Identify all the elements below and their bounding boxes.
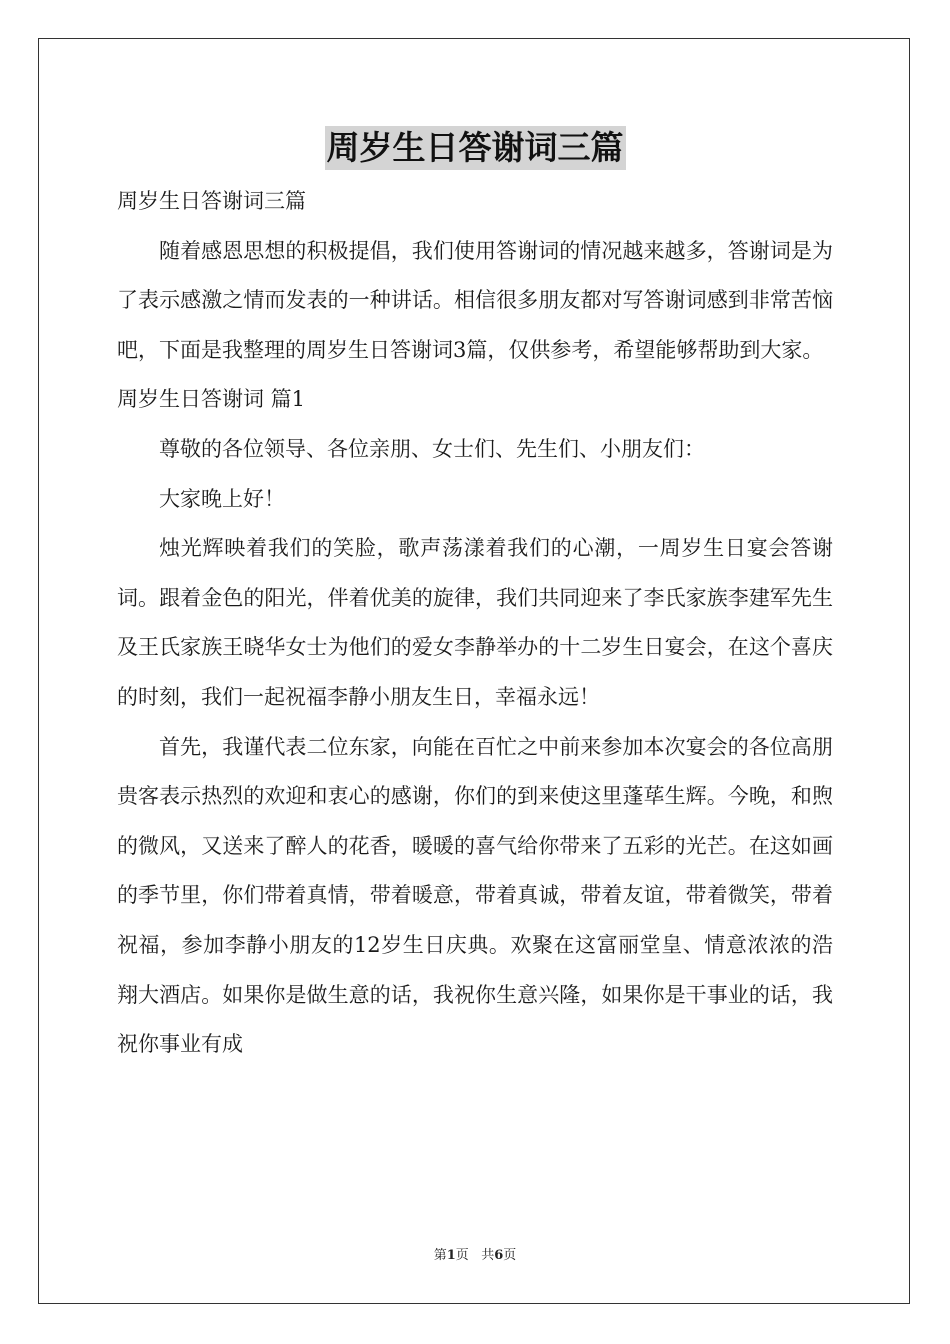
document-title: 周岁生日答谢词三篇 bbox=[325, 126, 626, 170]
page-number: 1 bbox=[446, 1248, 456, 1263]
total-label-prefix: 共 bbox=[481, 1248, 495, 1263]
page-footer bbox=[0, 1247, 950, 1265]
title-container bbox=[0, 126, 950, 170]
page-label-prefix: 第 bbox=[433, 1248, 447, 1263]
body-paragraph: 烛光辉映着我们的笑脸，歌声荡漾着我们的心潮，一周岁生日宴会答谢词。跟着金色的阳光，伴着优美的旋律，我们共同迎来了李氏家族李建军先生及王氏家族王晓华女士为他们的爱女李静举办的十二岁生日宴会，在这个喜庆的时刻，我们一起祝福李静小朋友生日，幸福永远！ bbox=[117, 536, 833, 709]
section-heading: 周岁生日答谢词 篇1 bbox=[117, 387, 306, 412]
subtitle-line: 周岁生日答谢词三篇 bbox=[117, 189, 306, 213]
salutation-paragraph: 尊敬的各位领导、各位亲朋、女士们、先生们、小朋友们： bbox=[159, 436, 705, 461]
page-label-suffix: 页 bbox=[455, 1248, 469, 1263]
body-paragraph: 首先，我谨代表二位东家，向能在百忙之中前来参加本次宴会的各位高朋贵客表示热烈的欢迎和衷心的感谢，你们的到来使这里蓬荜生辉。今晚，和煦的微风，又送来了醉人的花香，暖暖的喜气给你带来了五彩的光芒。在这如画的季节里，你们带着真情，带着暖意，带着真诚，带着友谊，带着微笑，带着祝福，参加李静小朋友的12岁生日庆典。欢聚在这富丽堂皇、情意浓浓的浩翔大酒店。如果你是做生意的话，我祝你生意兴隆，如果你是干事业的话，我祝你事业有成 bbox=[117, 734, 833, 1057]
greeting-paragraph: 大家晚上好！ bbox=[159, 486, 285, 511]
document-body bbox=[117, 177, 833, 1070]
intro-paragraph: 随着感恩思想的积极提倡，我们使用答谢词的情况越来越多，答谢词是为了表示感激之情而发表的一种讲话。相信很多朋友都对写答谢词感到非常苦恼吧，下面是我整理的周岁生日答谢词3篇，仅供参考，希望能够帮助到大家。 bbox=[117, 238, 833, 362]
total-pages: 6 bbox=[494, 1248, 504, 1263]
total-label-suffix: 页 bbox=[503, 1248, 517, 1263]
